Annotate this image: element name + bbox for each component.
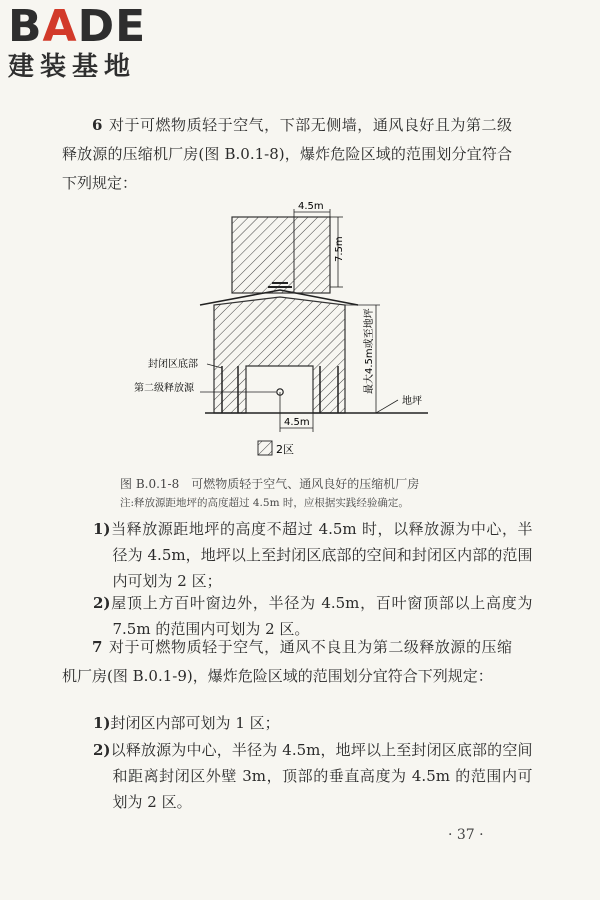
dim-bottom-width: 4.5m — [284, 417, 310, 428]
list-item: 1)当释放源距地坪的高度不超过 4.5m 时，以释放源为中心，半径为 4.5m，地坪以上至封闭区底部的空间和封闭区内部的范围内可划为 2 区； — [93, 520, 533, 590]
legend-swatch — [258, 441, 272, 455]
page-number: · 37 · — [448, 827, 484, 843]
paragraph-text: 对于可燃物质轻于空气，通风不良且为第二级释放源的压缩机厂房(图 B.0.1-9)，爆炸危险区域的范围划分宜符合下列规定： — [62, 638, 512, 685]
figure-caption: 图 B.0.1-8 可燃物质轻于空气、通风良好的压缩机厂房 — [120, 477, 420, 491]
paragraph-number: 6 — [92, 116, 103, 134]
dim-top-height: 7.5m — [334, 236, 345, 262]
upper-zone-area — [232, 217, 330, 293]
dim-top-width: 4.5m — [298, 201, 324, 212]
logo-subtitle: 建装基地 — [8, 52, 137, 82]
paragraph-6 — [62, 111, 512, 198]
label-ground: 地坪 — [402, 396, 422, 407]
paragraph-number: 7 — [92, 638, 103, 656]
compressor-house-figure — [120, 195, 450, 460]
paragraph-text: 对于可燃物质轻于空气，下部无侧墙，通风良好且为第二级释放源的压缩机厂房(图 B.0.1-8)，爆炸危险区域的范围划分宜符合下列规定： — [62, 116, 512, 192]
paragraph-7 — [62, 633, 512, 691]
logo-wordmark: BADE — [8, 1, 147, 52]
figure-note: 注:释放源距地坪的高度超过 4.5m 时，应根据实践经验确定。 — [120, 497, 409, 509]
list-item: 2)以释放源为中心，半径为 4.5m，地坪以上至封闭区底部的空间和距离封闭区外壁 3m，顶部的垂直高度为 4.5m 的范围内可划为 2 区。 — [93, 741, 533, 811]
label-enclosure-bottom: 封闭区底部 — [148, 359, 198, 370]
brand-logo — [8, 1, 178, 82]
list-item: 2)屋顶上方百叶窗边外，半径为 4.5m，百叶窗顶部以上高度为 7.5m 的范围内可划为 2 区。 — [93, 594, 533, 638]
label-release-source: 第二级释放源 — [134, 383, 194, 394]
legend-label: 2区 — [276, 443, 294, 456]
dim-side-height: 最大4.5m或至地坪 — [364, 308, 375, 394]
list-item: 1)封闭区内部可划为 1 区； — [93, 714, 280, 732]
